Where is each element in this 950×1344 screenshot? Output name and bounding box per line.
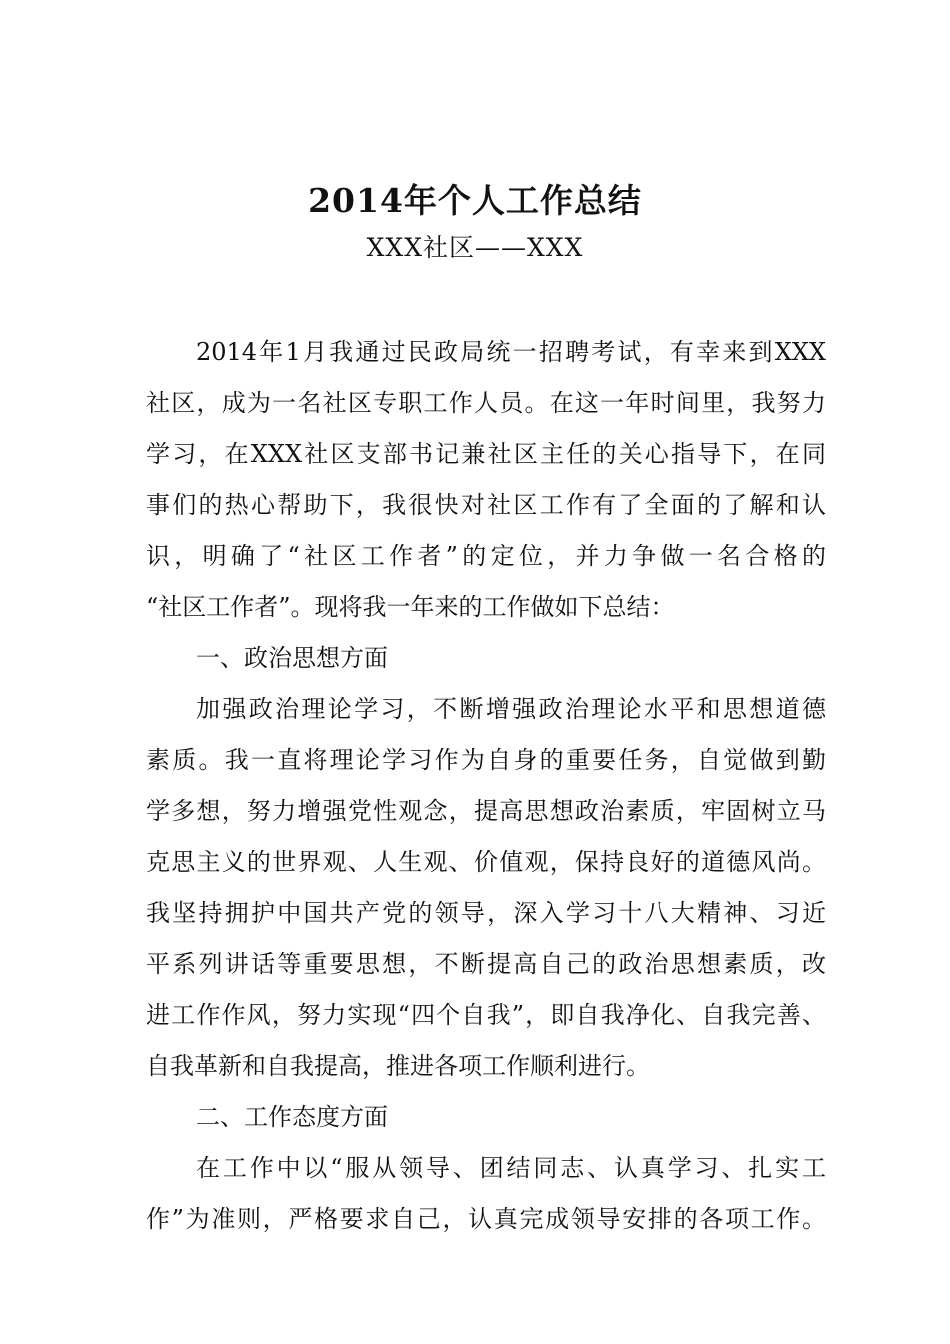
section-heading: 二、工作态度方面 [196,1103,388,1131]
paragraph-line: 识，明确了“社区工作者”的定位，并力争做一名合格的 [146,542,826,570]
paragraph-line: 我坚持拥护中国共产党的领导，深入学习十八大精神、习近 [146,899,826,927]
paragraph-line: 素质。我一直将理论学习作为自身的重要任务，自觉做到勤 [146,746,826,774]
paragraph-line: 加强政治理论学习，不断增强政治理论水平和思想道德 [196,695,826,723]
paragraph-line: 社区，成为一名社区专职工作人员。在这一年时间里，我努力 [146,389,826,417]
paragraph-line: 事们的热心帮助下，我很快对社区工作有了全面的了解和认 [146,491,826,519]
paragraph-line: 学多想，努力增强党性观念，提高思想政治素质，牢固树立马 [146,797,826,825]
paragraph-line: 在工作中以“服从领导、团结同志、认真学习、扎实工 [196,1154,826,1182]
paragraph-line: 进工作作风，努力实现“四个自我”，即自我净化、自我完善、 [146,1001,826,1029]
document-subtitle: XXX社区——XXX [366,233,584,262]
paragraph-line: 克思主义的世界观、人生观、价值观，保持良好的道德风尚。 [146,848,826,876]
document-title: 2014年个人工作总结 [308,181,642,220]
paragraph-line: 平系列讲话等重要思想，不断提高自己的政治思想素质，改 [146,950,826,978]
paragraph-line: 自我革新和自我提高，推进各项工作顺利进行。 [146,1052,650,1080]
paragraph-line: 2014年1月我通过民政局统一招聘考试，有幸来到XXX [196,338,826,366]
paragraph-line: 作”为准则，严格要求自己，认真完成领导安排的各项工作。 [146,1205,826,1233]
document-body [146,327,826,1245]
paragraph-line: 学习，在XXX社区支部书记兼社区主任的关心指导下，在同 [146,440,826,468]
section-heading: 一、政治思想方面 [196,644,388,672]
paragraph-line: “社区工作者”。现将我一年来的工作做如下总结： [146,593,675,621]
